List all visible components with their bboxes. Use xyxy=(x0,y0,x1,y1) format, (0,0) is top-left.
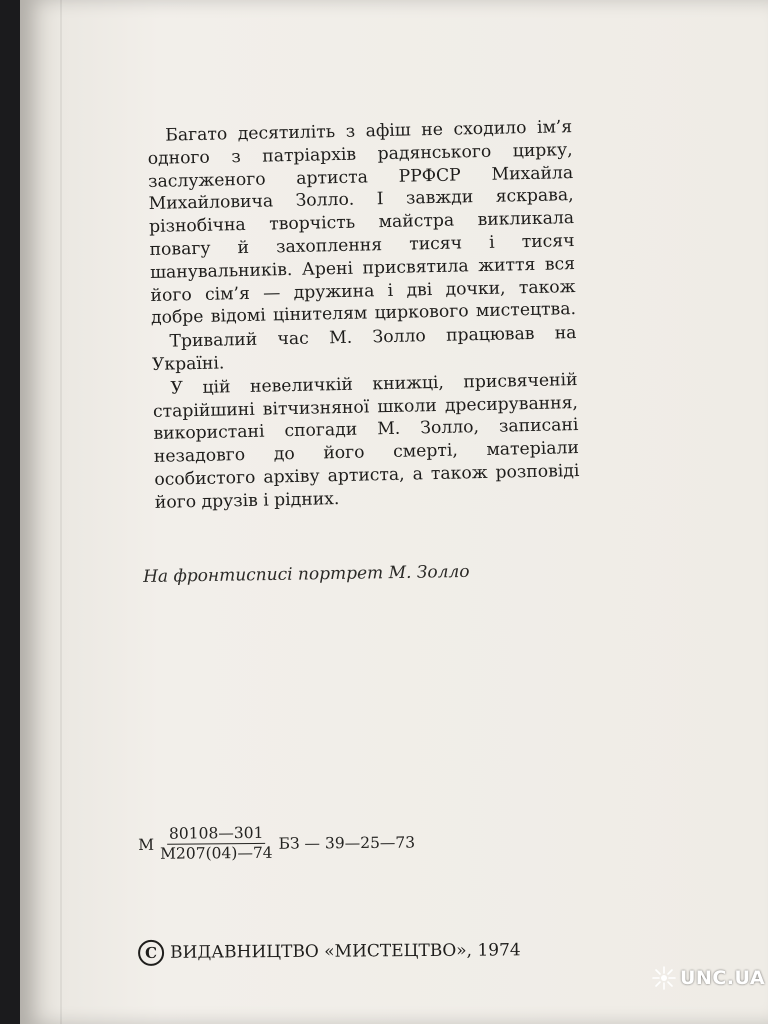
catalog-fraction xyxy=(160,824,273,864)
catalog-index xyxy=(138,823,415,864)
catalog-numerator: 80108—301 xyxy=(167,824,266,845)
starburst-logo-icon xyxy=(652,966,676,990)
site-watermark xyxy=(652,966,765,990)
annotation-text xyxy=(147,116,580,514)
catalog-denominator: М207(04)—74 xyxy=(160,843,273,863)
catalog-code: БЗ — 39—25—73 xyxy=(278,833,416,853)
copyright-icon: C xyxy=(138,940,164,966)
paragraph-ukraine: Тривалий час М. Золло працював на Україні. xyxy=(151,323,577,375)
book-page xyxy=(20,0,768,1024)
paragraph-intro: Багато десятиліть з афіш не сходило ім’я одного з патріархів радянського цирку, заслуженого артиста РРФСР Михайла Михайловича Золло. І завжди яскрава, різнобічна творчість майстра викликала повагу й захоплення тисяч і тисяч шанувальників. Арені присвятила життя вся його сім’я — дружина і дві дочки, також добре відомі цінителям циркового мистецтва. xyxy=(147,117,577,329)
paragraph-sources: У цій невеличкій книжці, присвяченій старійшині вітчизняної школи дресирування, використані спогади М. Золло, записані незадовго до його смерті, матеріали особистого архіву артиста, а також розповіді його друзів і рідних. xyxy=(152,369,580,513)
publisher-line xyxy=(138,937,521,966)
catalog-letter: М xyxy=(138,835,155,854)
watermark-text: UNC.UA xyxy=(680,967,766,989)
publisher-name: ВИДАВНИЦТВО «МИСТЕЦТВО», 1974 xyxy=(170,940,521,963)
frontispiece-caption: На фронтисписі портрет М. Золло xyxy=(143,561,470,587)
page-gutter xyxy=(60,0,62,1024)
